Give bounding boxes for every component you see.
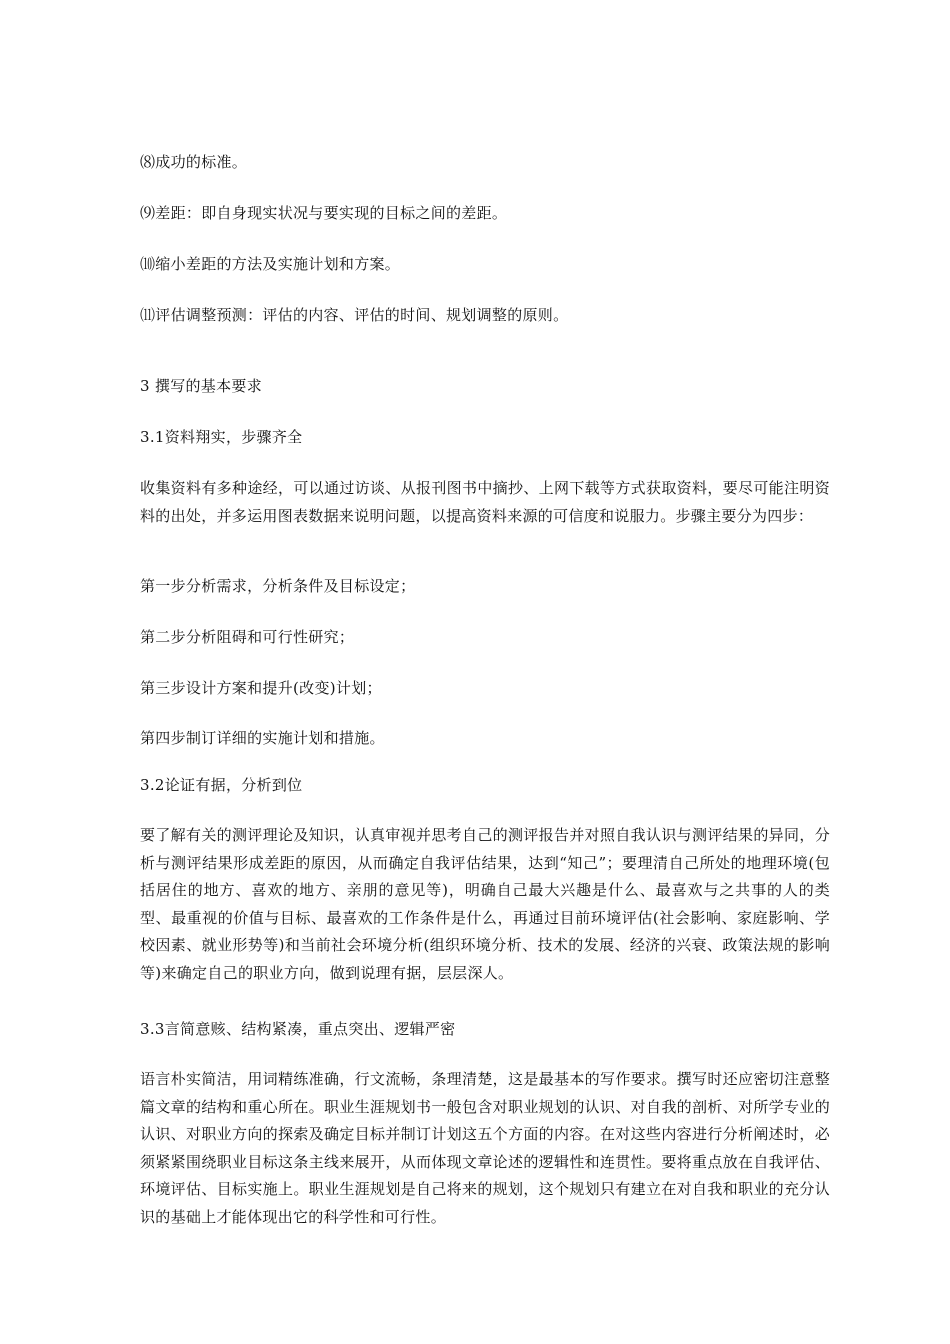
paragraph: 收集资料有多种途经，可以通过访谈、从报刊图书中摘抄、上网下载等方式获取资料，要尽可能注明资料的出处，并多运用图表数据来说明问题，以提高资料来源的可信度和说服力。步骤主要分为四步：: [140, 479, 830, 525]
list-item: ⑾评估调整预测：评估的内容、评估的时间、规划调整的原则。: [140, 306, 569, 324]
paragraph: 语言朴实简洁，用词精练准确，行文流畅，条理清楚，这是最基本的写作要求。撰写时还应密切注意整篇文章的结构和重心所在。职业生涯规划书一般包含对职业规划的认识、对自我的剖析、对所学专业的认识、对职业方向的探索及确定目标并制订计划这五个方面的内容。在对这些内容进行分析阐述时，必须紧紧围绕职业目标这条主线来展开，从而体现文章论述的逻辑性和连贯性。要将重点放在自我评估、环境评估、目标实施上。职业生涯规划是自己将来的规划，这个规划只有建立在对自我和职业的充分认识的基础上才能体现出它的科学性和可行性。: [140, 1070, 830, 1226]
list-item: ⑼差距：即自身现实状况与要实现的目标之间的差距。: [140, 204, 508, 222]
list-item: ⑻成功的标准。: [140, 153, 248, 171]
subsection-heading: 3.2论证有据，分析到位: [140, 776, 303, 794]
section-heading: 3 撰写的基本要求: [140, 377, 263, 395]
subsection-heading: 3.1资料翔实，步骤齐全: [140, 428, 303, 446]
list-item: ⑽缩小差距的方法及实施计划和方案。: [140, 255, 401, 273]
step-item: 第三步设计方案和提升(改变)计划；: [140, 679, 382, 697]
step-item: 第一步分析需求，分析条件及目标设定；: [140, 577, 416, 595]
subsection-heading: 3.3言简意赅、结构紧凑，重点突出、逻辑严密: [140, 1020, 456, 1038]
paragraph: 要了解有关的测评理论及知识，认真审视并思考自己的测评报告并对照自我认识与测评结果的异同，分析与测评结果形成差距的原因，从而确定自我评估结果，达到“知己”；要理清自己所处的地理环境(包括居住的地方、喜欢的地方、亲朋的意见等)，明确自己最大兴趣是什么、最喜欢与之共事的人的类型、最重视的价值与目标、最喜欢的工作条件是什么，再通过目前环境评估(社会影响、家庭影响、学校因素、就业形势等)和当前社会环境分析(组织环境分析、技术的发展、经济的兴衰、政策法规的影响等)来确定自己的职业方向，做到说理有据，层层深人。: [140, 826, 830, 982]
step-item: 第四步制订详细的实施计划和措施。: [140, 729, 385, 747]
step-item: 第二步分析阻碍和可行性研究；: [140, 628, 355, 646]
